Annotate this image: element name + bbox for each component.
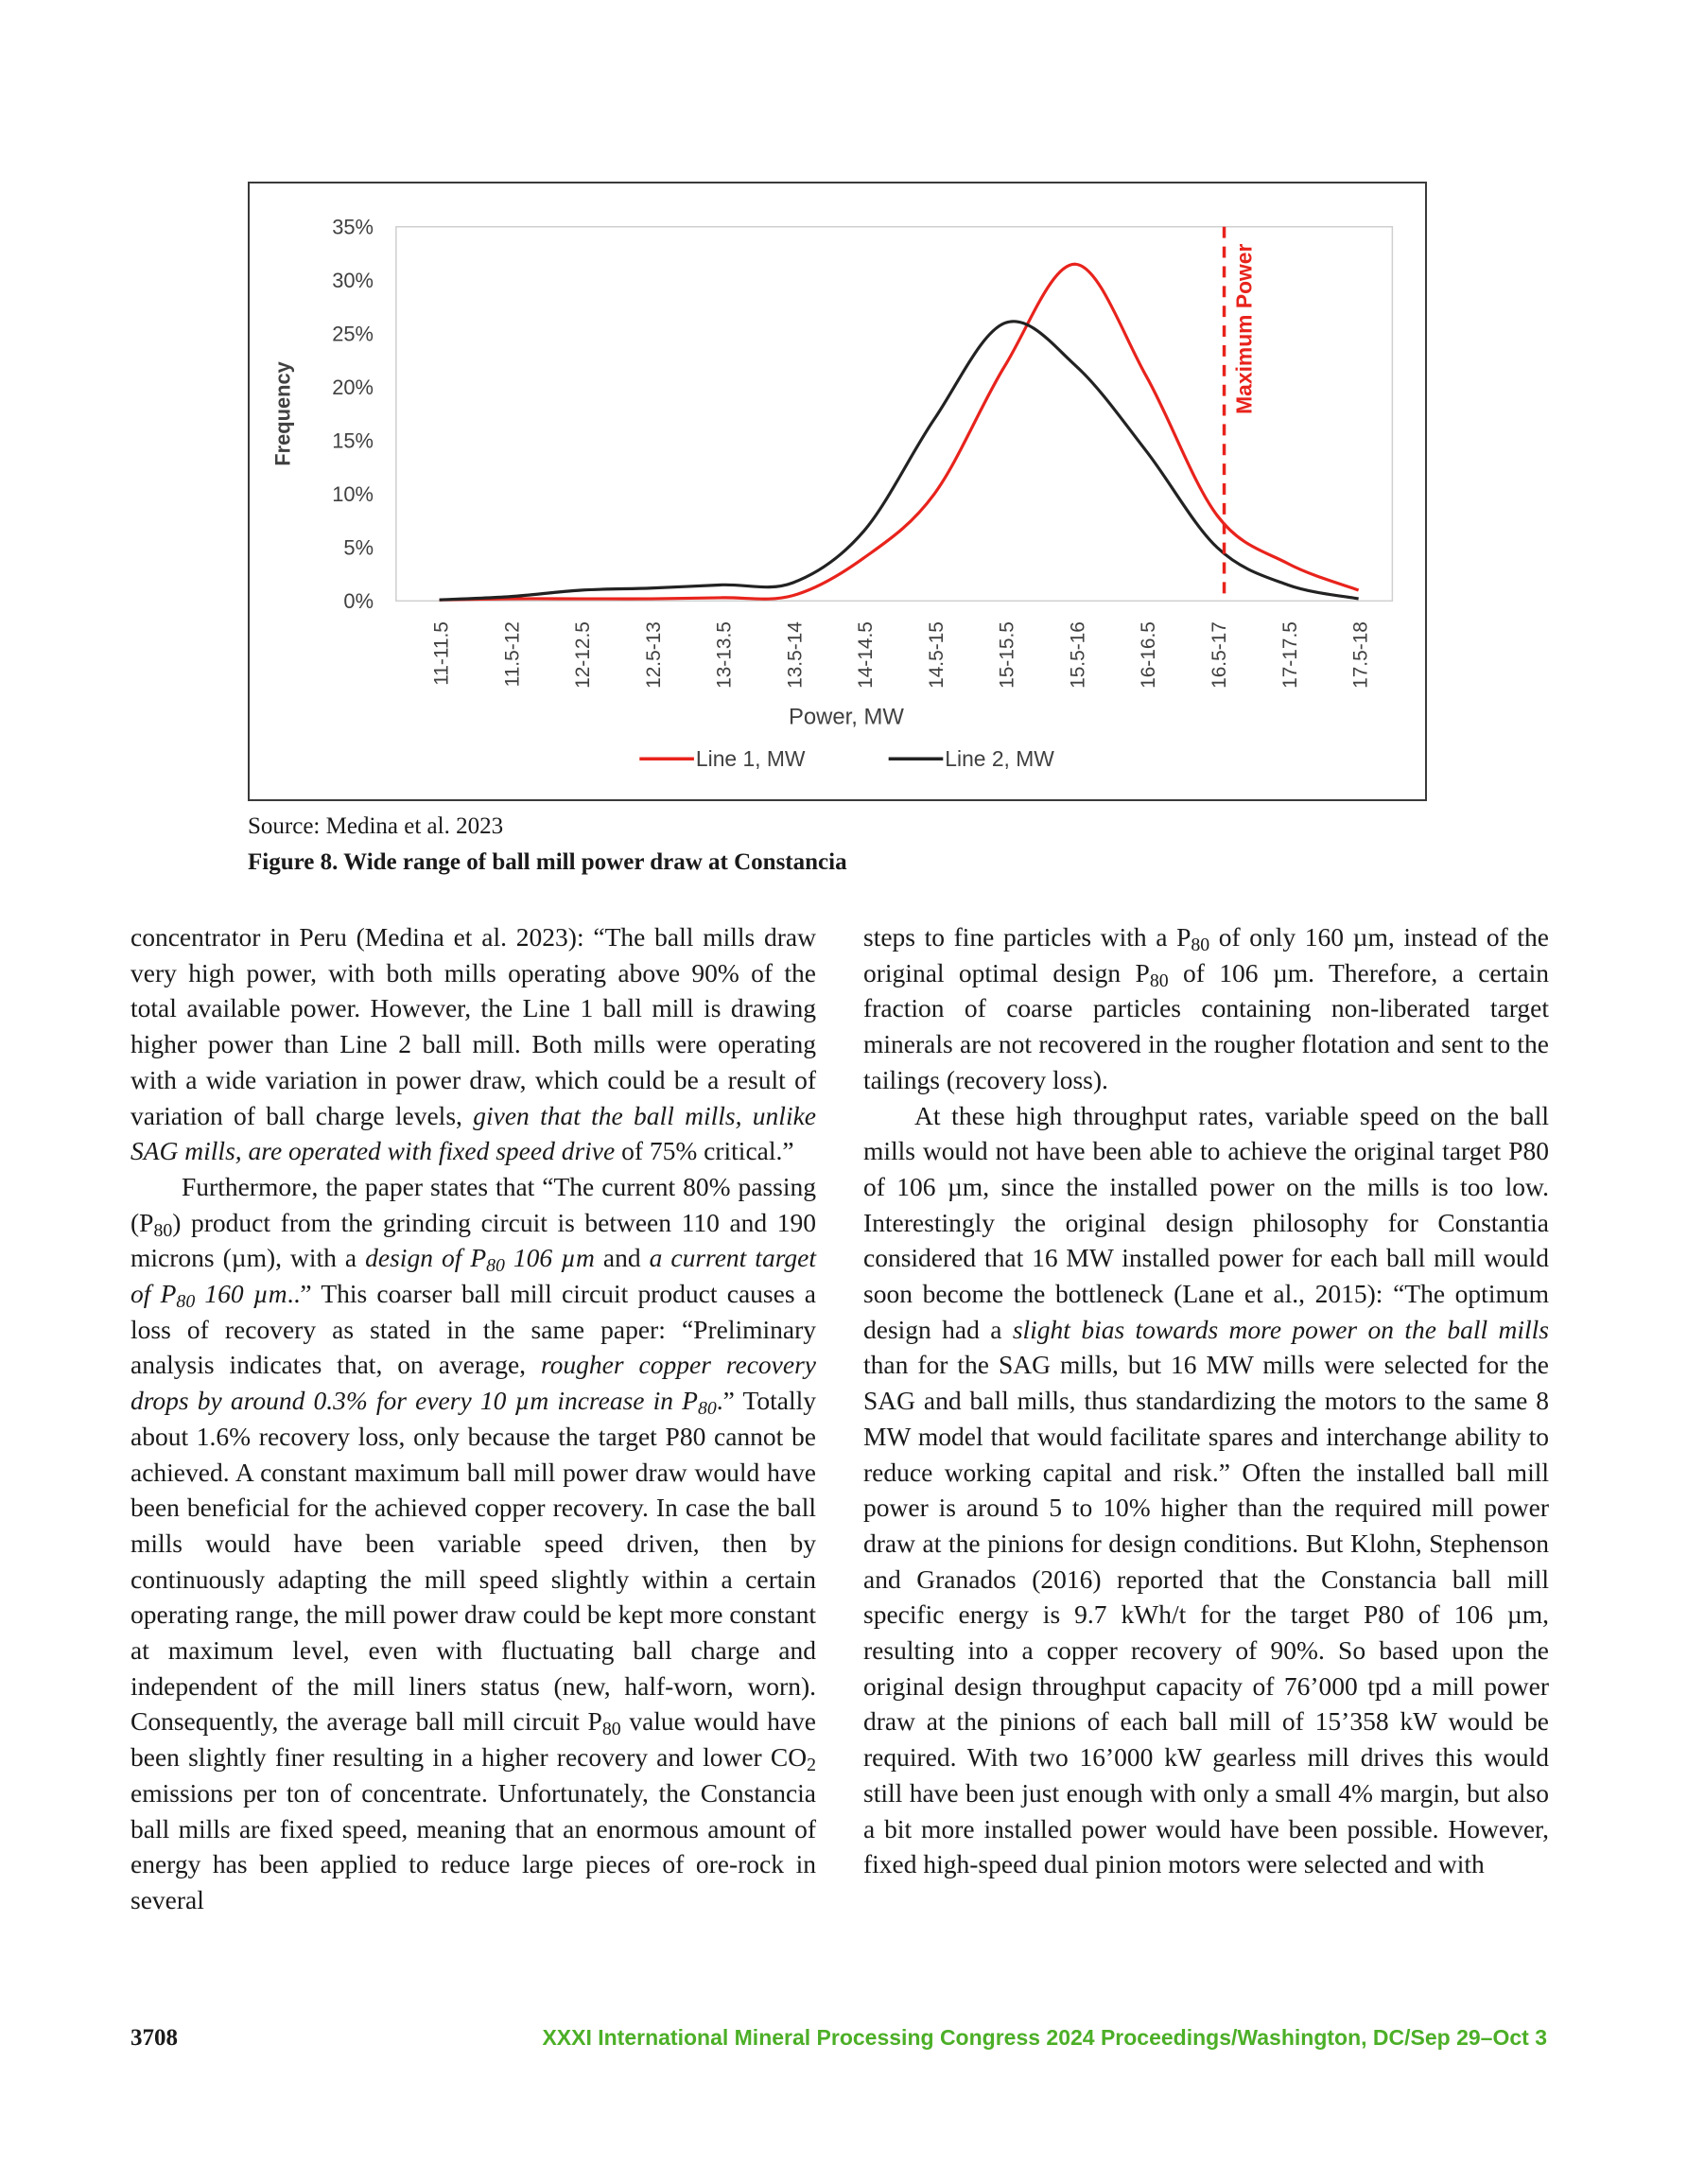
text-run: of 106 µm. Therefore, a certain fraction of coarse particles containing non-liberated target minerals are not recovered in the rougher flotation and sent to the tailings (recovery loss). [863,957,1549,1094]
italic-text: design of P [365,1243,487,1273]
x-axis-label: Power, MW [788,704,904,730]
figure-source: Source: Medina et al. 2023 [248,813,504,839]
paragraph [130,1169,816,1918]
conference-footer: XXXI International Mineral Processing Congress 2024 Proceedings/Washington, DC/Sep 29–Oct 3 [542,2025,1547,2050]
y-tick-label: 10% [332,482,374,507]
paragraph [863,919,1549,1098]
text-run: emissions per ton of concentrate. Unfortunately, the Constancia ball mills are fixed speed, meaning that an enormous amount of energy has been applied to reduce large pieces of ore-rock in several [130,1777,816,1914]
y-tick-label: 30% [332,269,374,293]
subscript: 80 [153,1219,173,1241]
italic-text: slight bias towards more power on the ball mills [1012,1314,1549,1344]
text-run: At these high throughput rates, variable speed on the ball mills would not have been able to achieve the original target P80 of 106 µm, since the installed power on the mills is too low. Interestingly the original design philosophy for Constantia considered that 16 MW installed power for each ball mill would soon become the bottleneck (Lane et al., 2015): “The optimum design had a [863,1100,1549,1344]
text-run: concentrator in Peru (Medina et al. 2023): “The ball mills draw very high power, with both mills operating above 90% of the total available power. However, the Line 1 ball mill is drawing higher power than Line 2 ball mill. Both mills were operating with a wide variation in power draw, which could be a result of variation of ball charge levels, [130,922,816,1130]
y-axis-ticks [332,216,374,614]
x-tick-label: 12-12.5 [572,621,595,689]
italic-text: given that the ball mills, unlike SAG mills, are operated with fixed speed drive [130,1100,817,1166]
italic-text: 160 µm [195,1279,287,1309]
x-tick-label: 16.5-17 [1209,621,1231,689]
subscript: 80 [1149,970,1169,991]
chart-legend [639,746,1054,771]
y-axis-label: Frequency [270,361,295,466]
y-tick-label: 20% [332,376,374,400]
subscript: 80 [1191,934,1210,955]
x-tick-label: 17.5-18 [1349,621,1372,689]
subscript: 80 [486,1255,505,1277]
subscript: 80 [697,1398,717,1420]
maximum-power-label: Maximum Power [1231,243,1257,414]
x-tick-label: 12.5-13 [642,621,665,689]
legend-label-1: Line 1, MW [695,746,806,772]
text-run: of 75% critical.” [615,1136,794,1166]
y-tick-label: 35% [332,215,374,239]
x-tick-label: 16-16.5 [1138,621,1160,689]
text-run: Furthermore, the paper states that “The current 80% passing (P [130,1171,816,1237]
text-run: ..” This coarser ball mill circuit product causes a loss of recovery as stated in the same paper: “Preliminary analysis indicates that, on average, [130,1279,816,1380]
text-run: ) product from the grinding circuit is between 110 and 190 microns (µm), with a [130,1207,816,1273]
text-run: than for the SAG mills, but 16 MW mills were selected for the SAG and ball mills, thus standardizing the motors to the same 8 MW model that would facilitate spares and interchange ability to reduce working capital and risk.” Often the installed ball mill power is around 5 to 10% higher than the required mill power draw at the pinions for design conditions. But Klohn, Stephenson and Granados (2016) reported that the Constancia ball mill specific energy is 9.7 kWh/t for the target P80 of 106 µm, resulting into a copper recovery of 90%. So based upon the original design throughput capacity of 76’000 tpd a mill power draw at the pinions of each ball mill of 15’358 kW would be required. With two 16’000 kW gearless mill drives this would still have been just enough with only a small 4% margin, but also a bit more installed power would have been possible. However, fixed high-speed dual pinion motors were selected and with [863,1350,1549,1879]
x-tick-label: 14.5-15 [925,621,948,689]
italic-text: 106 µm [504,1243,595,1273]
left-column [130,919,816,1918]
subscript: 2 [807,1755,816,1776]
x-tick-label: 11.5-12 [501,621,524,688]
x-tick-label: 15.5-16 [1067,621,1089,689]
subscript: 80 [176,1290,196,1312]
x-tick-label: 13.5-14 [784,621,807,689]
italic-text: a current target of P [130,1243,816,1309]
paragraph [130,919,816,1169]
legend-label-2: Line 2, MW [945,746,1054,772]
x-tick-label: 15-15.5 [996,621,1018,689]
text-run: .” Totally about 1.6% recovery loss, only because the target P80 cannot be achieved. A constant maximum ball mill power draw would have been beneficial for the achieved copper recovery. In case the ball mills would have been variable speed driven, then by continuously adapting the mill speed slightly within a certain operating range, the mill power draw could be kept more constant at maximum level, even with fluctuating ball charge and independent of the mill liners status (new, half-worn, worn). Consequently, the average ball mill circuit P [130,1386,816,1737]
series-lines [440,264,1359,600]
text-run: steps to fine particles with a P [863,922,1191,952]
x-axis-ticks [431,621,1372,689]
italic-text: rougher copper recovery drops by around 0.3% for every 10 µm increase in P [130,1350,816,1416]
right-column [863,919,1549,1882]
paragraph [863,1098,1549,1882]
frequency-line-chart [250,183,1425,799]
subscript: 80 [601,1719,621,1740]
y-tick-label: 15% [332,428,374,453]
figure-8-chart [248,182,1427,801]
text-run: and [594,1243,650,1273]
x-tick-label: 11-11.5 [430,621,453,686]
y-tick-label: 0% [343,589,374,614]
text-run: of only 160 µm, instead of the original optimal design P [863,922,1550,987]
series-line-2 [440,322,1359,600]
page-number: 3708 [130,2025,178,2051]
x-tick-label: 13-13.5 [713,621,736,689]
y-tick-label: 25% [332,322,374,346]
text-run: value would have been slightly finer resulting in a higher recovery and lower CO [130,1706,816,1773]
x-tick-label: 14-14.5 [855,621,878,689]
x-tick-label: 17-17.5 [1278,621,1301,689]
figure-caption: Figure 8. Wide range of ball mill power draw at Constancia [248,849,847,875]
y-tick-label: 5% [343,535,374,560]
